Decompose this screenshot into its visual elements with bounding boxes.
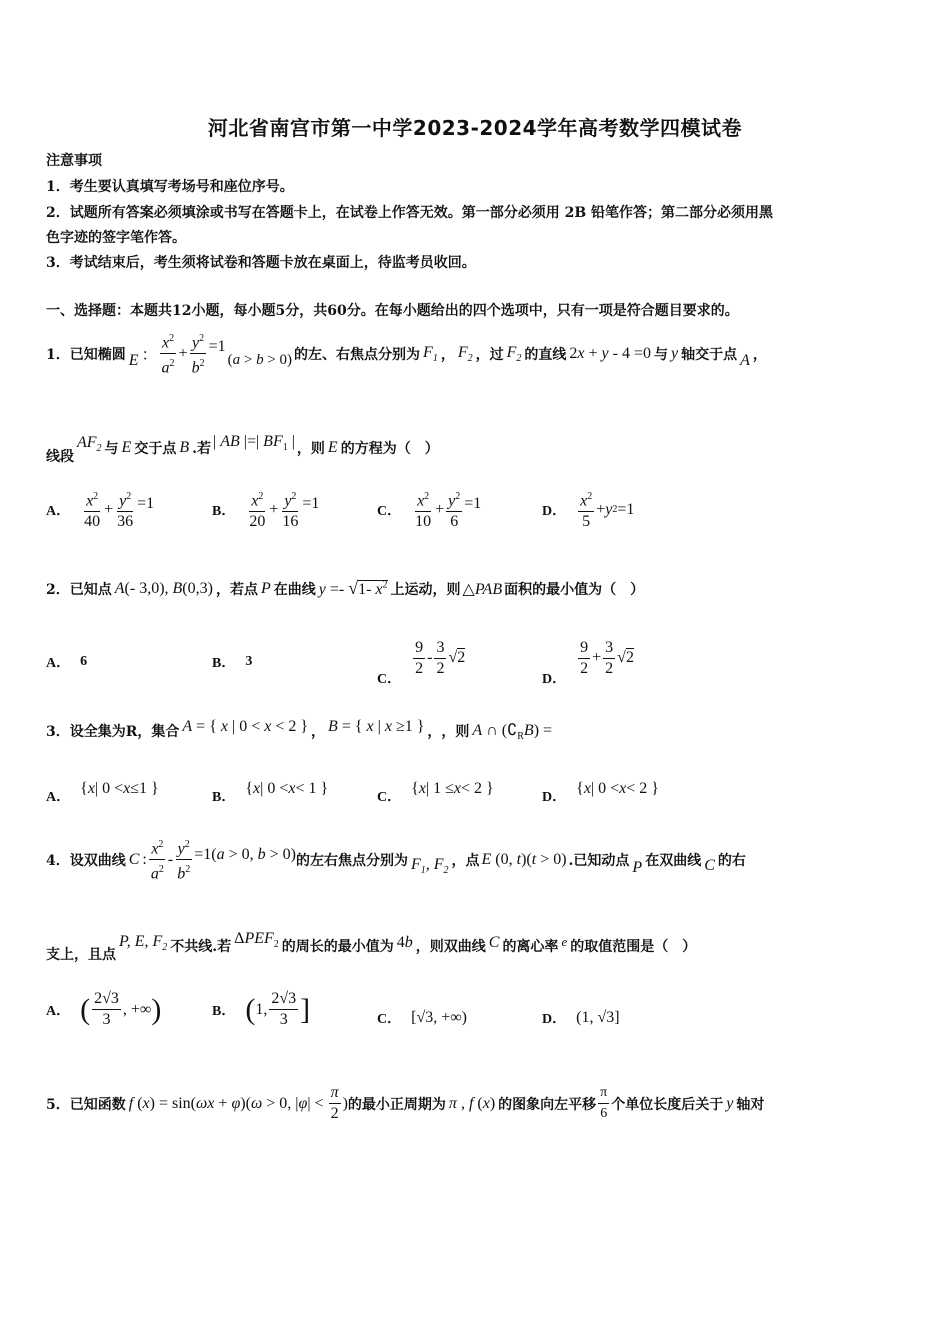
q2-text: 2．已知点	[46, 581, 112, 598]
question-4-cont: 支上，且点 P, E, $F_2$ 不共线.若 $\Delta PEF_2$ 的周长的最小值为 4b ，则双曲线 C 的离心率 e 的取值范围是（ ）	[46, 929, 697, 963]
q1-frac: $\frac{x^2}{a^2}$	[160, 330, 177, 378]
q4-text: 的左右焦点分别为	[295, 852, 408, 869]
notice-item-3: 3．考试结束后，考生须将试卷和答题卡放在桌面上，待监考员收回。	[46, 255, 476, 271]
q4-text: 4．设双曲线	[46, 852, 126, 869]
q1-text: 轴交于点	[681, 346, 738, 363]
question-3: 3．设全集为R，集合 A = { x | 0 < x < 2 } ， B = { x | x ≥1 } ， ，则 A ∩ $(∁_RB)$ =	[46, 718, 553, 743]
question-4: 4．设双曲线 C : $\frac{x^2}{a^2}$ - $\frac{y^2}{b^2}$ =1(a > 0, b > 0) 的左右焦点分别为 $F_1$, $F_2$ ，点 E (0, t)(t > 0) .已知动点 P 在双曲线 C 的右	[46, 836, 746, 884]
question-2: 2．已知点 A(- 3,0), B(0,3) ，若点 P 在曲线 y =- √1- $x^2$ 上运动，则 △PAB 面积的最小值为（ ）	[46, 578, 645, 598]
q2-option-c[interactable]: C． $\frac{9}{2}$ - $\frac{3}{2}$ √2	[377, 638, 466, 687]
notice-heading: 注意事项	[46, 153, 102, 169]
q4-option-b[interactable]: B． ( 1, $\frac{2√3}{3}$ ]	[212, 990, 311, 1028]
q1-text: 的方程为（ ）	[340, 441, 439, 457]
q4-option-d[interactable]: D． (1, √3]	[542, 1009, 620, 1027]
q2-text: ，若点	[215, 581, 258, 598]
q1-text: ，过	[475, 346, 504, 363]
section-heading: 一、选择题：本题共12小题，每小题5分，共60分。在每小题给出的四个选项中，只有一项是符合题目要求的。	[46, 303, 739, 319]
q1-text: 线段	[46, 449, 74, 465]
q3-text: ，则	[441, 724, 470, 741]
q3-text: 3．设全集为R，集合	[46, 724, 180, 741]
q2-option-b[interactable]: B． 3	[212, 654, 253, 671]
q3-option-d[interactable]: D． { x | 0 < x < 2 }	[542, 780, 659, 805]
q3-option-b[interactable]: B． { x | 0 < x < 1 }	[212, 780, 329, 805]
page-title: 河北省南宫市第一中学2023-2024学年高考数学四模试卷	[207, 116, 743, 140]
q4-option-a[interactable]: A． ( $\frac{2√3}{3}$ , +∞ )	[46, 990, 162, 1028]
q1-text: 交于点	[134, 441, 177, 457]
q3-option-c[interactable]: C． { x | 1 ≤ x < 2 }	[377, 780, 494, 805]
q4-option-c[interactable]: C． [√3, +∞)	[377, 1009, 467, 1027]
question-5: 5．已知函数 f (x) = sin(ωx + φ)(ω > 0, |φ| < $\frac{\pi}{2}$ ) 的最小正周期为 π , f (x) 的图象向左平移 $\frac{\pi}{6}$ 个单位长度后关于 y 轴对	[46, 1084, 765, 1122]
notice-item-1: 1．考生要认真填写考场号和座位序号。	[46, 179, 294, 195]
q2-text: 面积的最小值为（ ）	[504, 581, 645, 598]
question-1: 1．已知椭圆 E ： $\frac{x^2}{a^2}$ + $\frac{y^2}{b^2}$ =1 (a > b > 0) 的左、右焦点分别为 $F_1$ ， $F_2$ ，过 $F_2$ 的直线 2x + y - 4 =0 与 y 轴交于点 A ，	[46, 330, 767, 378]
q1-text: 的直线	[524, 346, 567, 363]
q1-text: 的左、右焦点分别为	[294, 346, 421, 363]
q1-text: 与	[654, 346, 668, 363]
q1-text: 与	[104, 441, 119, 457]
question-1-cont: 线段 $AF_2$ 与 E 交于点 B .若 | AB |=| $BF_1$ | ，则 E 的方程为（ ）	[46, 432, 439, 465]
notice-item-2: 2．试题所有答案必须填涂或书写在答题卡上，在试卷上作答无效。第一部分必须用 2B 铅笔作答；第二部分必须用黑	[46, 205, 774, 221]
q3-option-a[interactable]: A． { x | 0 < x ≤1 }	[46, 780, 159, 805]
q4-text: 在双曲线	[645, 852, 702, 869]
q1-option-a[interactable]: A． $\frac{x^2}{40}$ + $\frac{y^2}{36}$ =1	[46, 488, 154, 531]
q1-option-b[interactable]: B． $\frac{x^2}{20}$ + $\frac{y^2}{16}$ =1	[212, 488, 319, 531]
q1-text: .若	[192, 441, 211, 457]
q4-text: 的右	[717, 852, 746, 869]
q4-text: .已知动点	[568, 852, 630, 869]
q2-text: 在曲线	[273, 581, 316, 598]
q1-text: ，则	[296, 441, 325, 457]
q2-option-d[interactable]: D． $\frac{9}{2}$ + $\frac{3}{2}$ √2	[542, 638, 634, 687]
q1-frac: $\frac{y^2}{b^2}$	[190, 330, 207, 378]
q2-option-a[interactable]: A． 6	[46, 654, 88, 671]
notice-item-2-cont: 色字迹的签字笔作答。	[46, 230, 186, 246]
q4-text: ，点	[451, 852, 480, 869]
q1-option-d[interactable]: D． $\frac{x^2}{5}$ + y 2 =1	[542, 488, 634, 531]
q1-text: 1．已知椭圆	[46, 346, 126, 363]
q2-text: 上运动，则	[390, 581, 461, 598]
q1-math: E	[128, 351, 139, 369]
q1-option-c[interactable]: C． $\frac{x^2}{10}$ + $\frac{y^2}{6}$ =1	[377, 488, 481, 531]
